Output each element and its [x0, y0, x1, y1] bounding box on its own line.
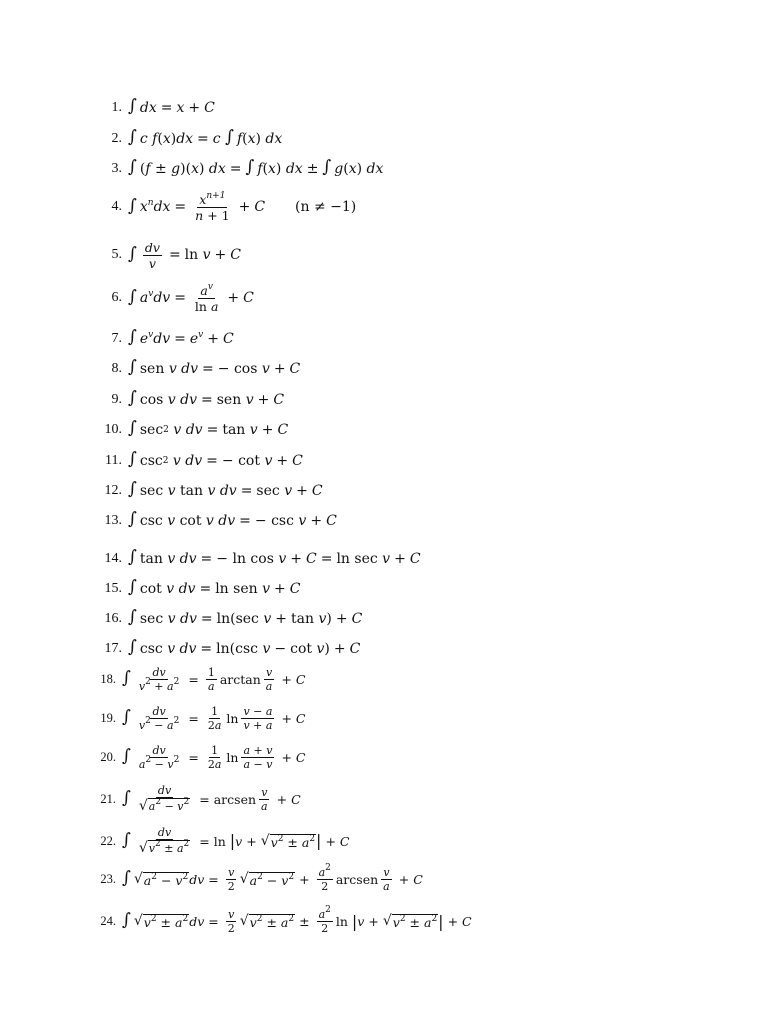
formula-number: 4. [111, 199, 122, 215]
formula-number: 17. [104, 640, 122, 656]
formula-9: 9. ∫ cos v dv = sen v + C [96, 391, 284, 409]
formula-5: 5. ∫ $\frac{dv}{v}$ = ln v + C [96, 240, 241, 272]
formula-number: 13. [104, 512, 122, 528]
formula-number: 12. [104, 482, 122, 498]
formula-number: 18. [100, 672, 116, 687]
formula-number: 2. [111, 130, 122, 146]
formula-21: 21. ∫ dv √ $a^2 - v^2$ = arcsen $\frac{v}{a}$ + C [90, 784, 301, 816]
formula-2: 2. ∫ c f ( x ) dx = c ∫ f ( x ) dx [96, 130, 282, 148]
formula-number: 23. [100, 872, 116, 887]
formula-number: 6. [111, 290, 122, 306]
formula-20: 20. ∫ $\frac{dv}{a^2 - v^2}$ = $\frac{1}{2a}$ ln $\frac{a + v}{a - v}$ + C [90, 744, 306, 772]
formula-19: 19. ∫ $\frac{dv}{v^2 - a^2}$ = $\frac{1}{2a}$ ln $\frac{v - a}{v + a}$ + C [90, 705, 306, 733]
formula-13: 13. ∫ csc v cot v dv = − csc v + C [96, 512, 337, 530]
formula-number: 19. [100, 711, 116, 726]
formula-23: 23. ∫ √ $a^2 - v^2$ dv = $\frac{v}{2}$ √ $a^2 - v^2$ + $\frac{a^2}{2}$ arcsen $\frac{v}{a}$ + C [90, 866, 423, 894]
formula-number: 11. [105, 452, 122, 468]
formula-number: 5. [111, 247, 122, 263]
formula-4: 4. ∫ $x^ndx$ = $\frac{x^{n+1}}{n + 1}$ + C (n ≠ −1) [96, 192, 356, 224]
formula-number: 22. [100, 834, 116, 849]
formula-12: 12. ∫ sec v tan v dv = sec v + C [96, 482, 323, 500]
formula-number: 9. [111, 391, 122, 407]
formula-22: 22. ∫ dv √ $v^2 \pm a^2$ = ln | v + √ $v^2 \pm a^2$ | + C [90, 826, 350, 858]
formula-17: 17. ∫ csc v dv = ln ( csc v − cot v ) + C [96, 640, 360, 658]
formula-14: 14. ∫ tan v dv = − ln cos v + C = ln sec v + C [96, 550, 421, 568]
formula-number: 15. [104, 580, 122, 596]
formula-number: 8. [111, 360, 122, 376]
formula-number: 1. [111, 99, 122, 115]
formula-number: 3. [111, 160, 122, 176]
formula-number: 20. [100, 750, 116, 765]
formula-11: 11. ∫ csc 2 v dv = − cot v + C [96, 452, 303, 470]
formula-10: 10. ∫ sec 2 v dv = tan v + C [96, 421, 288, 439]
formula-3: 3. ∫ ( f ± g )( x ) dx = ∫ f ( x ) dx ± ∫ g ( x ) dx [96, 160, 383, 178]
formula-16: 16. ∫ sec v dv = ln ( sec v + tan v ) + C [96, 610, 362, 628]
formula-8: 8. ∫ sen v dv = − cos v + C [96, 360, 300, 378]
formula-number: 16. [104, 610, 122, 626]
formula-15: 15. ∫ cot v dv = ln sen v + C [96, 580, 300, 598]
condition-4: (n ≠ −1) [295, 199, 357, 216]
formula-number: 21. [100, 792, 116, 807]
formula-18: 18. ∫ $\frac{dv}{v^2 + a^2}$ = $\frac{1}{a}$ arctan $\frac{v}{a}$ + C [90, 666, 305, 694]
formula-number: 24. [100, 914, 116, 929]
formula-24: 24. ∫ √ $v^2 \pm a^2$ dv = $\frac{v}{2}$ √ $v^2 \pm a^2$ ± $\frac{a^2}{2}$ ln | v + √ $v^2 \pm a^2$ | + C [90, 908, 472, 936]
formula-1: 1. ∫ dx = x + C [96, 99, 215, 117]
formula-number: 10. [104, 421, 122, 437]
formula-6: 6. ∫ $a^vdv$ = $\frac{a^v}{\text{ln a}}$ + C [96, 283, 254, 315]
formula-number: 14. [104, 550, 122, 566]
formula-7: 7. ∫ $e^vdv$ = $e^v$ + C [96, 330, 234, 348]
formula-number: 7. [111, 330, 122, 346]
